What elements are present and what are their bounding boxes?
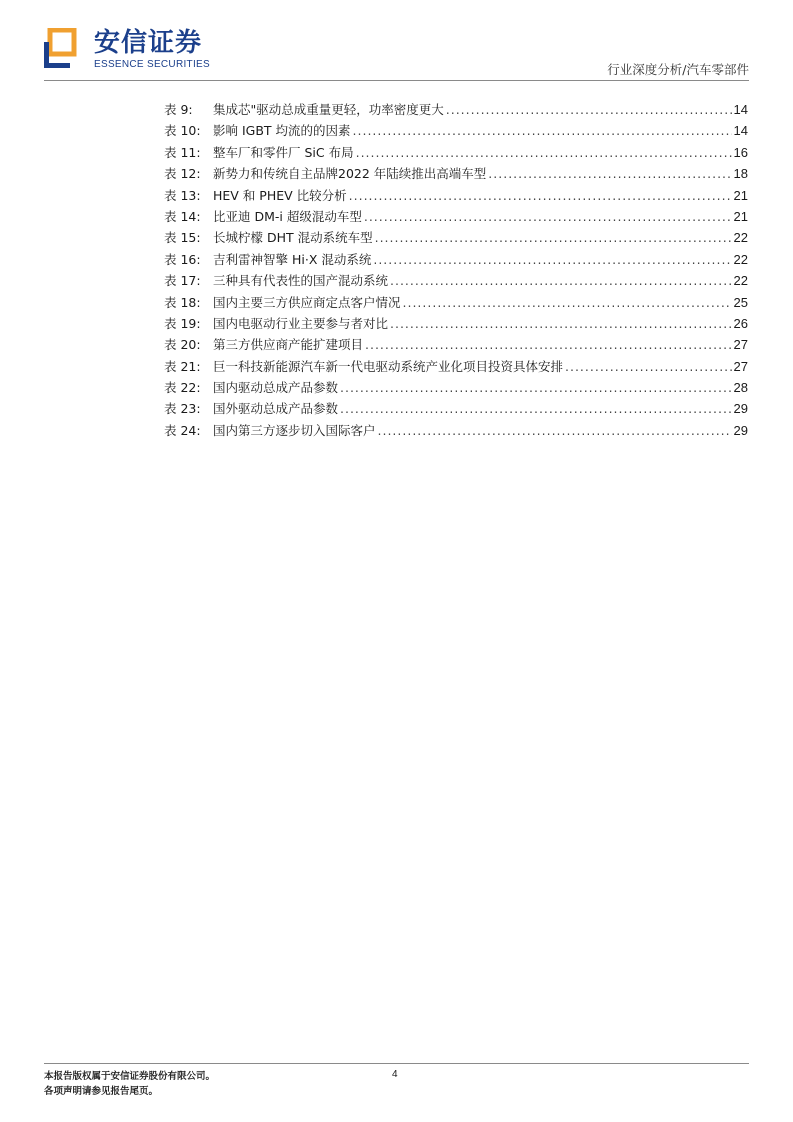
toc-dot-leader bbox=[373, 249, 731, 270]
footer-divider bbox=[44, 1063, 749, 1064]
toc-entry-label: 表 22: bbox=[164, 380, 201, 396]
toc-entry[interactable] bbox=[164, 99, 748, 120]
toc-entry-title: HEV 和 PHEV 比较分析 bbox=[213, 187, 347, 203]
toc-entry-title: 整车厂和零件厂 SiC 布局 bbox=[213, 144, 354, 160]
toc-entry-page: 22 bbox=[733, 230, 748, 246]
table-of-contents bbox=[164, 99, 748, 441]
toc-entry[interactable] bbox=[164, 270, 748, 291]
toc-entry[interactable] bbox=[164, 227, 748, 248]
toc-entry[interactable] bbox=[164, 398, 748, 419]
toc-entry-page: 25 bbox=[733, 294, 748, 310]
company-logo bbox=[44, 28, 214, 74]
toc-dot-leader bbox=[340, 377, 732, 398]
toc-entry-page: 29 bbox=[733, 422, 748, 438]
toc-entry-label: 表 16: bbox=[164, 251, 201, 267]
toc-entry[interactable] bbox=[164, 334, 748, 355]
toc-entry-title: 集成芯"驱动总成重量更轻，功率密度更大 bbox=[213, 102, 444, 117]
report-category: 行业深度分析/汽车零部件 bbox=[607, 62, 749, 77]
toc-entry-label: 表 9: bbox=[164, 102, 193, 117]
toc-entry-title: 巨一科技新能源汽车新一代电驱动系统产业化项目投资具体安排 bbox=[213, 358, 564, 374]
toc-entry[interactable] bbox=[164, 120, 748, 141]
toc-dot-leader bbox=[403, 292, 732, 313]
toc-entry-label: 表 23: bbox=[164, 401, 201, 417]
toc-entry-page: 28 bbox=[733, 380, 748, 396]
toc-dot-leader bbox=[349, 185, 732, 206]
toc-entry-title: 新势力和传统自主品牌2022 年陆续推出高端车型 bbox=[213, 166, 487, 182]
toc-entry-label: 表 11: bbox=[164, 144, 201, 160]
toc-entry-page: 16 bbox=[733, 144, 748, 160]
toc-dot-leader bbox=[378, 420, 732, 441]
disclaimer-line: 各项声明请参见报告尾页。 bbox=[44, 1086, 159, 1097]
logo-english-name: ESSENCE SECURITIES bbox=[94, 59, 210, 70]
toc-entry-label: 表 24: bbox=[164, 422, 201, 438]
toc-entry-page: 14 bbox=[733, 123, 748, 139]
toc-entry-title: 第三方供应商产能扩建项目 bbox=[213, 337, 364, 353]
toc-entry[interactable] bbox=[164, 377, 748, 398]
toc-entry-label: 表 19: bbox=[164, 315, 201, 331]
toc-entry-label: 表 13: bbox=[164, 187, 201, 203]
toc-dot-leader bbox=[375, 227, 732, 248]
toc-entry-label: 表 21: bbox=[164, 358, 201, 374]
toc-entry-page: 14 bbox=[733, 102, 748, 117]
toc-dot-leader bbox=[340, 398, 732, 419]
toc-dot-leader bbox=[390, 313, 732, 334]
toc-dot-leader bbox=[356, 142, 732, 163]
logo-chinese-name: 安信证券 bbox=[94, 28, 203, 58]
toc-dot-leader bbox=[390, 270, 732, 291]
toc-dot-leader bbox=[353, 120, 732, 141]
toc-entry-label: 表 17: bbox=[164, 273, 201, 289]
toc-entry-title: 国外驱动总成产品参数 bbox=[213, 401, 339, 417]
toc-dot-leader bbox=[365, 334, 732, 355]
toc-entry-page: 26 bbox=[733, 315, 748, 331]
toc-entry-page: 29 bbox=[733, 401, 748, 417]
toc-entry-page: 27 bbox=[733, 337, 748, 353]
copyright-notice bbox=[44, 1069, 215, 1099]
page-number: 4 bbox=[392, 1069, 398, 1080]
toc-entry-title: 比亚迪 DM-i 超级混动车型 bbox=[213, 208, 362, 224]
toc-entry-title: 吉利雷神智擎 Hi·X 混动系统 bbox=[213, 251, 372, 267]
toc-entry-title: 影响 IGBT 均流的的因素 bbox=[213, 123, 351, 139]
logo-mark-icon bbox=[44, 28, 80, 68]
toc-entry[interactable] bbox=[164, 206, 748, 227]
toc-entry[interactable] bbox=[164, 356, 748, 377]
toc-entry-label: 表 12: bbox=[164, 166, 201, 182]
toc-entry-title: 国内第三方逐步切入国际客户 bbox=[213, 422, 376, 438]
toc-entry-title: 国内驱动总成产品参数 bbox=[213, 380, 339, 396]
toc-dot-leader bbox=[488, 163, 731, 184]
toc-entry-title: 国内电驱动行业主要参与者对比 bbox=[213, 315, 389, 331]
toc-entry[interactable] bbox=[164, 163, 748, 184]
toc-entry-label: 表 14: bbox=[164, 208, 201, 224]
toc-entry[interactable] bbox=[164, 249, 748, 270]
toc-entry-page: 21 bbox=[733, 187, 748, 203]
toc-entry-label: 表 20: bbox=[164, 337, 201, 353]
toc-entry[interactable] bbox=[164, 420, 748, 441]
toc-entry-title: 国内主要三方供应商定点客户情况 bbox=[213, 294, 401, 310]
toc-entry-page: 18 bbox=[733, 166, 748, 182]
toc-entry[interactable] bbox=[164, 292, 748, 313]
toc-dot-leader bbox=[364, 206, 732, 227]
toc-entry[interactable] bbox=[164, 313, 748, 334]
toc-entry-page: 27 bbox=[733, 358, 748, 374]
toc-dot-leader bbox=[446, 99, 732, 120]
toc-entry-page: 21 bbox=[733, 208, 748, 224]
toc-entry-title: 三种具有代表性的国产混动系统 bbox=[213, 273, 389, 289]
toc-entry-page: 22 bbox=[733, 251, 748, 267]
toc-entry-label: 表 10: bbox=[164, 123, 201, 139]
toc-entry[interactable] bbox=[164, 185, 748, 206]
toc-entry-title: 长城柠檬 DHT 混动系统车型 bbox=[213, 230, 373, 246]
toc-entry-label: 表 15: bbox=[164, 230, 201, 246]
toc-entry-label: 表 18: bbox=[164, 294, 201, 310]
toc-dot-leader bbox=[565, 356, 732, 377]
copyright-line: 本报告版权属于安信证券股份有限公司。 bbox=[44, 1071, 216, 1082]
header-divider bbox=[44, 80, 749, 81]
toc-entry-page: 22 bbox=[733, 273, 748, 289]
toc-entry[interactable] bbox=[164, 142, 748, 163]
